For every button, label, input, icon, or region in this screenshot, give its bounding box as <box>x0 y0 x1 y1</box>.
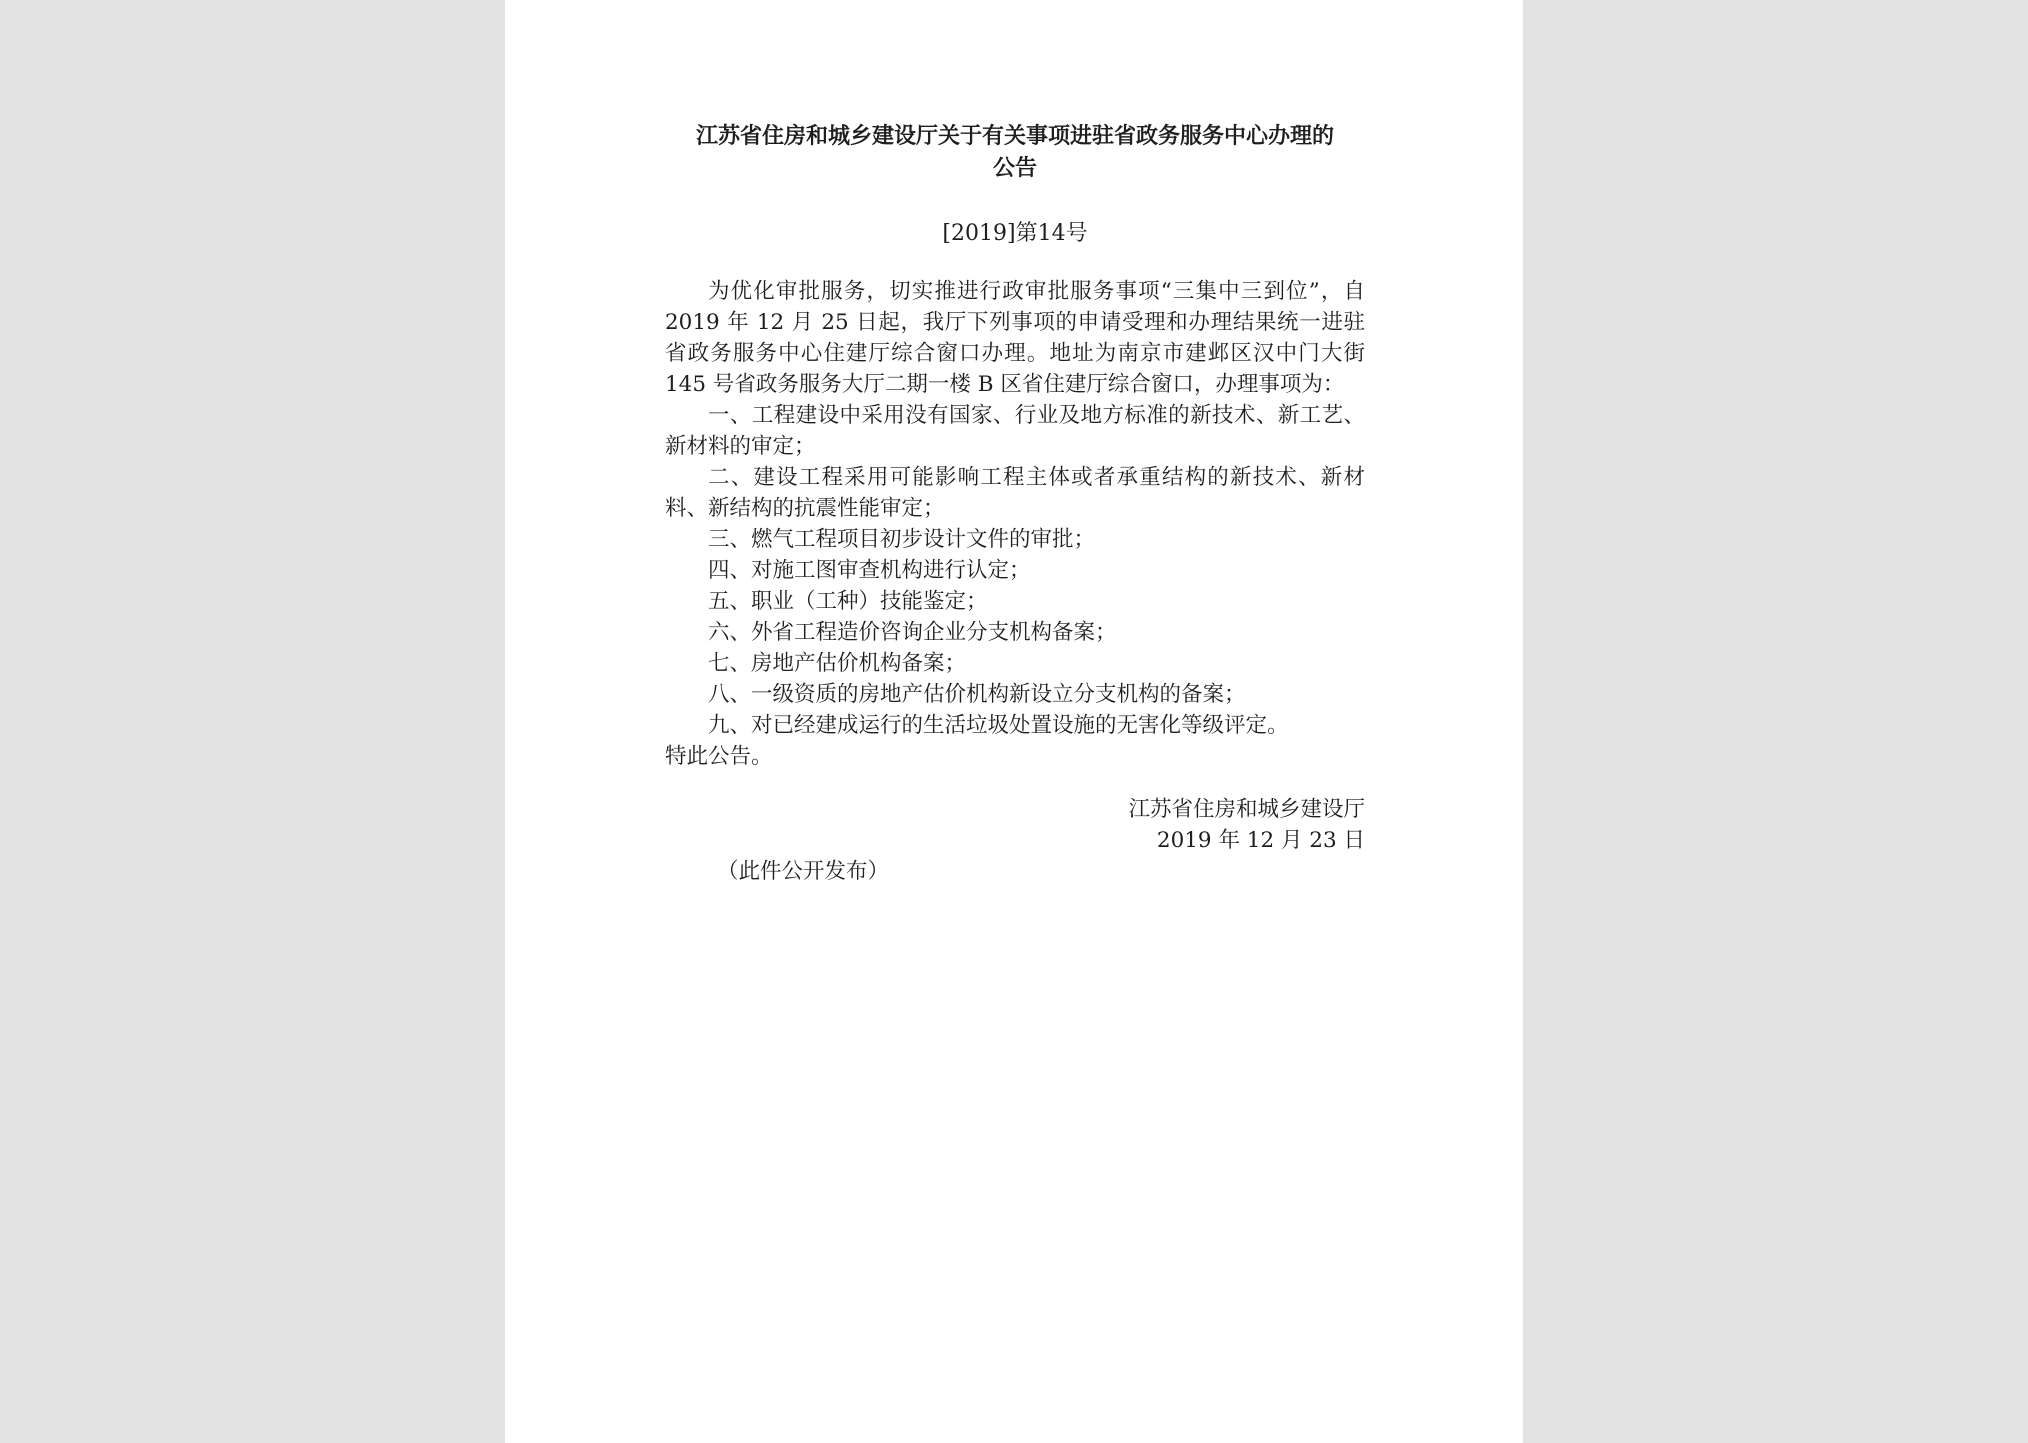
document-number: [2019]第14号 <box>942 221 1088 246</box>
document-body <box>665 276 1365 772</box>
publication-note: （此件公开发布） <box>717 859 890 884</box>
closing-text: 特此公告。 <box>665 744 773 769</box>
title-line-1: 江苏省住房和城乡建设厅关于有关事项进驻省政务服务中心办理的 <box>695 123 1334 149</box>
title-line-2: 公告 <box>992 155 1037 181</box>
list-item: 九、对已经建成运行的生活垃圾处置设施的无害化等级评定。 <box>708 713 1289 738</box>
list-item: 二、建设工程采用可能影响工程主体或者承重结构的新技术、新材料、新结构的抗震性能审定； <box>665 465 1365 521</box>
list-item: 一、工程建设中采用没有国家、行业及地方标准的新技术、新工艺、新材料的审定； <box>665 403 1365 459</box>
list-item: 四、对施工图审查机构进行认定； <box>708 558 1031 583</box>
signature-date: 2019 年 12 月 23 日 <box>1156 828 1365 853</box>
list-item: 八、一级资质的房地产估价机构新设立分支机构的备案； <box>708 682 1246 707</box>
list-item: 六、外省工程造价咨询企业分支机构备案； <box>708 620 1117 645</box>
document-content <box>665 120 1365 887</box>
list-item: 七、房地产估价机构备案； <box>708 651 967 676</box>
document-page <box>505 0 1523 1443</box>
list-item: 五、职业（工种）技能鉴定； <box>708 589 988 614</box>
signature-block <box>665 794 1365 856</box>
signature-organization: 江苏省住房和城乡建设厅 <box>1128 797 1365 822</box>
intro-paragraph: 为优化审批服务，切实推进行政审批服务事项“三集中三到位”，自 2019 年 12 月 25 日起，我厅下列事项的申请受理和办理结果统一进驻省政务服务中心住建厅综合窗口办理。地址为南京市建邺区汉中门大街 145 号省政务服务大厅二期一楼 B 区省住建厅综合窗口，办理事项为： <box>665 279 1365 397</box>
list-item: 三、燃气工程项目初步设计文件的审批； <box>708 527 1096 552</box>
document-title <box>665 120 1365 184</box>
